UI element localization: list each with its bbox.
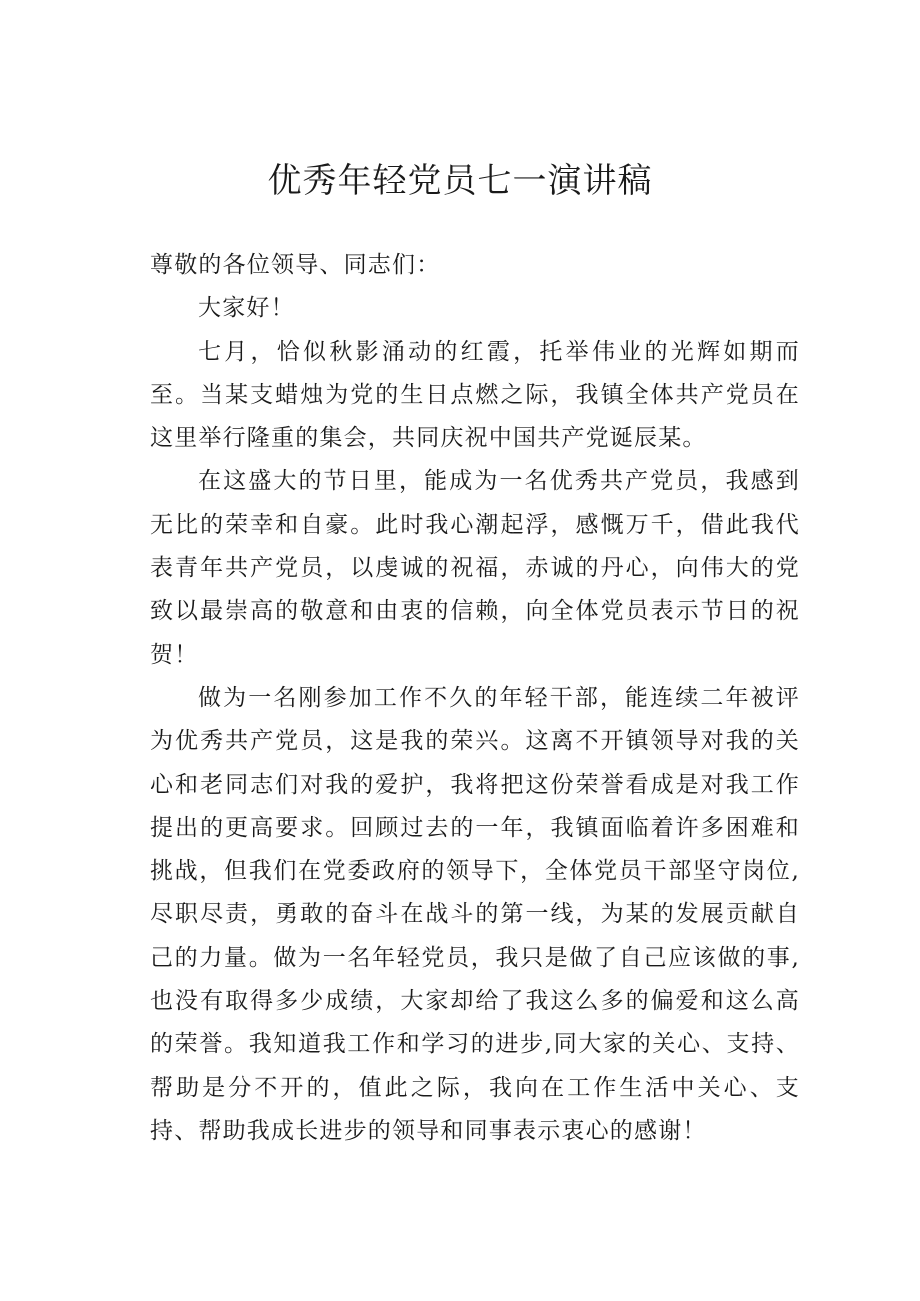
paragraph-festival: 在这盛大的节日里，能成为一名优秀共产党员，我感到无比的荣幸和自豪。此时我心潮起浮，感慨万千，借此我代表青年共产党员，以虔诚的祝福，赤诚的丹心，向伟大的党致以最崇高的敬意和由衷的信赖，向全体党员表示节日的祝贺！: [150, 468, 800, 668]
paragraph-gratitude: 做为一名刚参加工作不久的年轻干部，能连续二年被评为优秀共产党员，这是我的荣兴。这离不开镇领导对我的关心和老同志们对我的爱护，我将把这份荣誉看成是对我工作提出的更高要求。回顾过去的一年，我镇面临着许多困难和挑战，但我们在党委政府的领导下，全体党员干部坚守岗位,尽职尽责，勇敢的奋斗在战斗的第一线，为某的发展贡献自己的力量。做为一名年轻党员，我只是做了自己应该做的事,也没有取得多少成绩，大家却给了我这么多的偏爱和这么高的荣誉。我知道我工作和学习的进步,同大家的关心、支持、帮助是分不开的，值此之际，我向在工作生活中关心、支持、帮助我成长进步的领导和同事表示衷心的感谢！: [150, 684, 800, 1144]
paragraph-july: 七月，恰似秋影涌动的红霞，托举伟业的光辉如期而至。当某支蜡烛为党的生日点燃之际，我镇全体共产党员在这里举行隆重的集会，共同庆祝中国共产党诞辰某。: [150, 338, 800, 452]
salutation: 尊敬的各位领导、同志们：: [150, 252, 441, 278]
document-title: 优秀年轻党员七一演讲稿: [267, 161, 653, 201]
speech-body: [150, 244, 800, 1153]
paragraph-greeting: 大家好！: [198, 295, 295, 322]
